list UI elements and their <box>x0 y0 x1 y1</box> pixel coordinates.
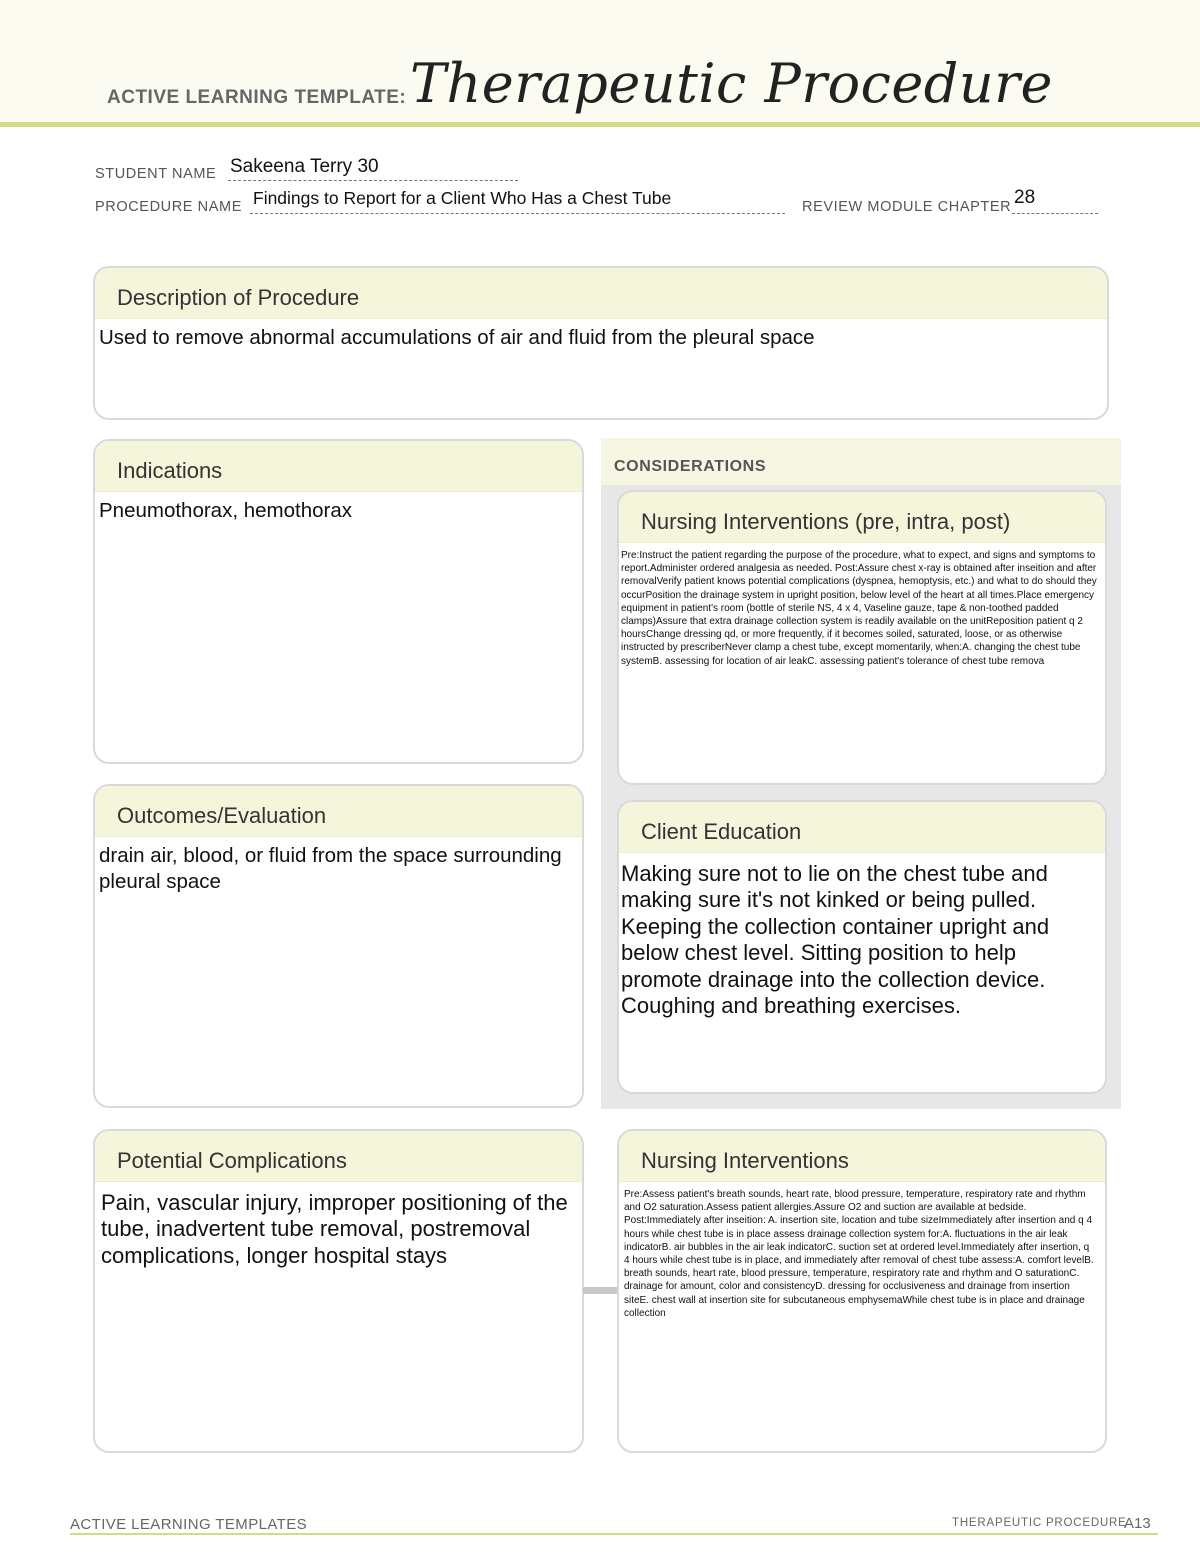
student-name-label: STUDENT NAME <box>95 166 217 182</box>
header-rule <box>0 122 1200 127</box>
indications-heading: Indications <box>95 441 582 492</box>
description-box <box>93 266 1109 420</box>
client-education-heading: Client Education <box>619 802 1105 853</box>
review-module-line <box>1012 213 1098 214</box>
nursing-interventions-text[interactable]: Pre:Assess patient's breath sounds, heart rate, blood pressure, temperature, respiratory rate and rhythm and O2 saturation.Assess patient allergies.Assure O2 and suction are available at bedside. Post:Immediately after inseition: A. insertion site, location and tube sizeImmediately after insertion and q 4 hours while chest tube is in place assess drainage collection system for:A. fluctuations in the air leak indicatorB. air bubbles in the air leak indicatorC. suction set at ordered level.Immediately after insertion, q 4 hours while chest tube is in place, and immediately after removal of chest tube assess:A. comfort levelB. breath sounds, heart rate, blood pressure, temperature, respiratory rate and rhythm and O saturationC. drainage for amount, color and consistencyD. dressing for occlusiveness and drainage from insertion siteE. chest wall at insertion site for subcutaneous emphysemaWhile chest tube is in place and drainage collection <box>624 1189 1094 1319</box>
student-name-line <box>228 180 518 181</box>
nursing-interventions-box <box>617 1129 1107 1453</box>
indications-box <box>93 439 584 764</box>
page-title: Therapeutic Procedure <box>410 52 1053 115</box>
student-name-field[interactable]: Sakeena Terry 30 <box>230 156 379 177</box>
footer-right: THERAPEUTIC PROCEDURE <box>952 1517 1127 1529</box>
indications-text[interactable]: Pneumothorax, hemothorax <box>99 499 352 522</box>
nursing-interventions-heading: Nursing Interventions <box>619 1131 1105 1182</box>
client-education-box <box>617 800 1107 1094</box>
procedure-name-line <box>250 213 785 214</box>
review-module-field[interactable]: 28 <box>1014 187 1036 208</box>
complications-heading: Potential Complications <box>95 1131 582 1182</box>
outcomes-text[interactable]: drain air, blood, or fluid from the space surrounding pleural space <box>99 844 562 894</box>
review-module-label: REVIEW MODULE CHAPTER <box>802 199 1012 215</box>
nursing-interventions-prepost-box <box>617 490 1107 785</box>
footer-rule <box>70 1533 1158 1535</box>
template-label: ACTIVE LEARNING TEMPLATE: <box>107 87 407 108</box>
footer-page-number: A13 <box>1124 1515 1151 1532</box>
considerations-title: CONSIDERATIONS <box>614 458 767 475</box>
box-connector <box>583 1287 621 1294</box>
nursing-interventions-prepost-heading: Nursing Interventions (pre, intra, post) <box>619 492 1105 543</box>
procedure-name-field[interactable]: Findings to Report for a Client Who Has a Chest Tube <box>253 188 672 208</box>
outcomes-box <box>93 784 584 1108</box>
client-education-text[interactable]: Making sure not to lie on the chest tube and making sure it's not kinked or being pulled. Keeping the collection container upright and below chest level. Sitting position to help promote drainage into the collection device. Coughing and breathing exercises. <box>621 861 1050 1018</box>
description-text[interactable]: Used to remove abnormal accumulations of air and fluid from the pleural space <box>99 326 815 349</box>
outcomes-heading: Outcomes/Evaluation <box>95 786 582 837</box>
nursing-interventions-prepost-text[interactable]: Pre:Instruct the patient regarding the purpose of the procedure, what to expect, and signs and symptoms to report.Administer ordered analgesia as needed. Post:Assure chest x-ray is obtained after inseition and after removalVerify patient knows potential complications (dyspnea, hemoptysis, etc.) and what to do should they occurPosition the drainage system in upright position, below level of the heart at all times.Place emergency equipment in patient's room (bottle of sterile NS, 4 x 4, Vaseline gauze, tape & non-toothed padded clamps)Assure that extra drainage collection system is readily available on the unitReposition patient q 2 hoursChange dressing qd, or more frequently, if it becomes soiled, saturated, loose, or as otherwise instructed by prescriberNever clamp a chest tube, except momentarily, when:A. changing the chest tube systemB. assessing for location of air leakC. assessing patient's tolerance of chest tube remova <box>621 550 1097 667</box>
description-heading: Description of Procedure <box>95 268 1107 319</box>
complications-text[interactable]: Pain, vascular injury, improper positioning of the tube, inadvertent tube removal, postremoval complications, longer hospital stays <box>101 1190 568 1268</box>
footer-left: ACTIVE LEARNING TEMPLATES <box>70 1516 307 1533</box>
complications-box <box>93 1129 584 1453</box>
procedure-name-label: PROCEDURE NAME <box>95 199 242 215</box>
